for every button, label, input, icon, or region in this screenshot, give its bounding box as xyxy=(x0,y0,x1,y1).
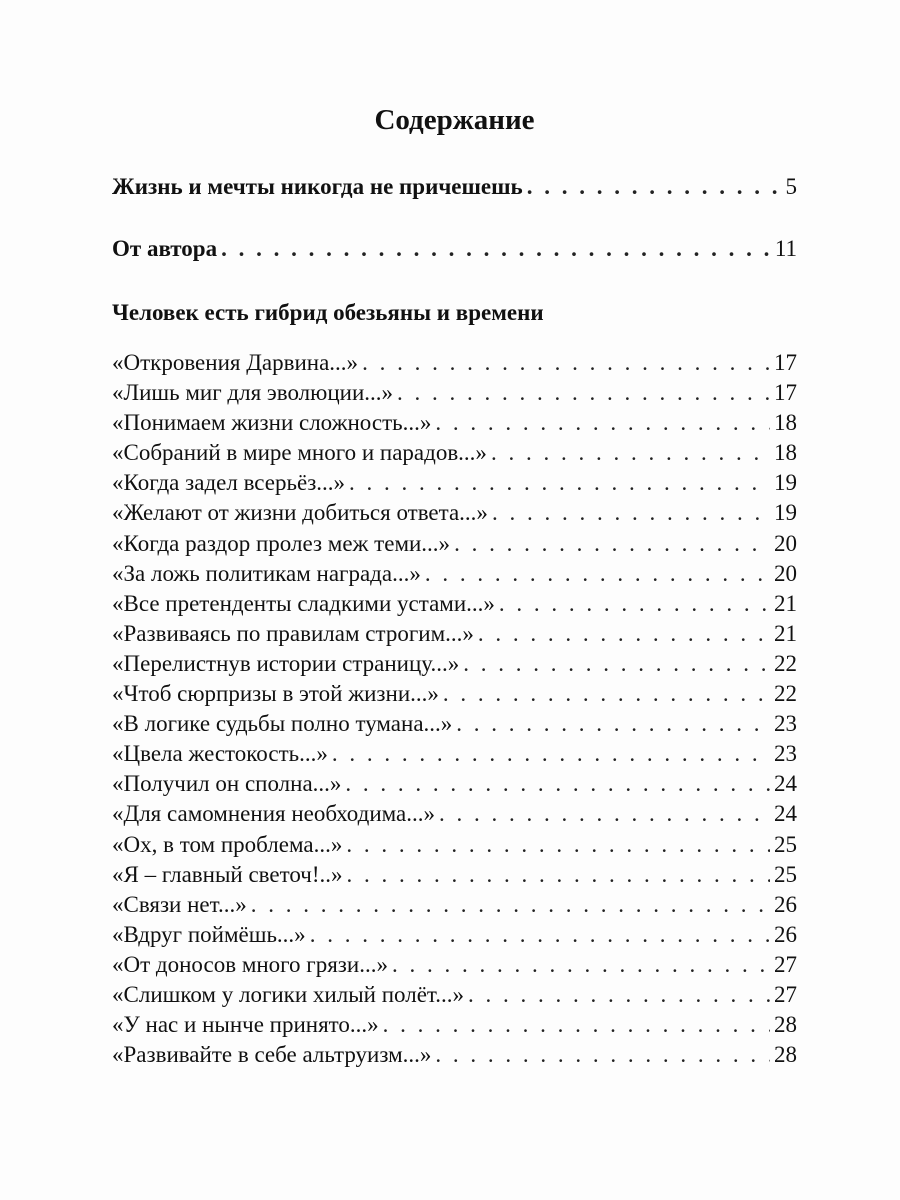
toc-entry-label: «Я – главный светоч!..» xyxy=(112,861,343,887)
toc-page-number: 20 xyxy=(774,560,797,586)
toc-entry xyxy=(112,529,797,559)
toc-entry-label: «Когда раздор пролез меж теми...» xyxy=(112,530,451,556)
toc-entry-label: «Цвела жестокость...» xyxy=(112,741,328,767)
section-title: Человек есть гибрид обезьяны и времени xyxy=(112,300,544,325)
toc-page-number: 28 xyxy=(774,1012,797,1038)
toc-page-number: 21 xyxy=(774,620,797,646)
toc-entry xyxy=(112,769,797,799)
toc-page-number: 5 xyxy=(785,174,797,199)
toc-entry xyxy=(112,619,797,649)
dot-leader xyxy=(435,1040,770,1070)
toc-page-number: 18 xyxy=(774,440,797,466)
toc-entry-label: «Когда задел всерьёз...» xyxy=(112,470,346,496)
toc-entry xyxy=(112,679,797,709)
toc-entry-label: «У нас и нынче принято...» xyxy=(112,1012,379,1038)
toc-page-number: 23 xyxy=(774,711,797,737)
dot-leader xyxy=(435,408,770,438)
dot-leader xyxy=(221,236,771,262)
toc-entry-label: «Развивайте в себе альтруизм...» xyxy=(112,1042,432,1068)
toc-entry xyxy=(112,920,797,950)
toc-entry-label: «Получил он сполна...» xyxy=(112,771,342,797)
dot-leader xyxy=(478,619,770,649)
toc-page-number: 27 xyxy=(774,951,797,977)
toc-entry xyxy=(112,1010,797,1040)
dot-leader xyxy=(349,468,770,498)
toc-entry-label: «Собраний в мире много и парадов...» xyxy=(112,440,487,466)
toc-entry xyxy=(112,589,797,619)
toc-entry-label: «Слишком у логики хилый полёт...» xyxy=(112,981,464,1007)
dot-leader xyxy=(332,739,770,769)
dot-leader xyxy=(439,799,770,829)
toc-entry xyxy=(112,1040,797,1070)
toc-page-number: 23 xyxy=(774,741,797,767)
dot-leader xyxy=(362,348,770,378)
toc-entry xyxy=(112,860,797,890)
toc-entry-intro xyxy=(112,174,797,200)
dot-leader xyxy=(499,589,770,619)
toc-entry-list xyxy=(112,348,797,1070)
toc-entry-label: «Связи нет...» xyxy=(112,891,247,917)
toc-entry xyxy=(112,739,797,769)
dot-leader xyxy=(425,559,770,589)
toc-page xyxy=(112,0,797,1200)
toc-entry-label: «Для самомнения необходима...» xyxy=(112,801,435,827)
toc-entry xyxy=(112,348,797,378)
toc-entry xyxy=(112,890,797,920)
toc-page-number: 28 xyxy=(774,1042,797,1068)
toc-page-number: 24 xyxy=(774,801,797,827)
toc-entry-label: «Понимаем жизни сложность...» xyxy=(112,410,432,436)
toc-entry-label: «От доносов много грязи...» xyxy=(112,951,388,977)
dot-leader xyxy=(491,438,770,468)
toc-page-number: 20 xyxy=(774,530,797,556)
toc-entry-label: «За ложь политикам награда...» xyxy=(112,560,421,586)
dot-leader xyxy=(527,174,782,200)
toc-entry xyxy=(112,559,797,589)
toc-entry xyxy=(112,950,797,980)
dot-leader xyxy=(251,890,770,920)
toc-entry-label: «Чтоб сюрпризы в этой жизни...» xyxy=(112,681,439,707)
toc-entry-label: «Ох, в том проблема...» xyxy=(112,831,343,857)
toc-page-number: 22 xyxy=(774,650,797,676)
toc-page-number: 18 xyxy=(774,410,797,436)
toc-entry xyxy=(112,498,797,528)
toc-entry xyxy=(112,649,797,679)
dot-leader xyxy=(383,1010,770,1040)
toc-entry-label: «В логике судьбы полно тумана...» xyxy=(112,711,453,737)
dot-leader xyxy=(463,649,770,679)
toc-entry-label: «Перелистнув истории страницу...» xyxy=(112,650,460,676)
toc-page-number: 19 xyxy=(774,470,797,496)
toc-entry-label: «Вдруг поймёшь...» xyxy=(112,921,306,947)
toc-page-number: 21 xyxy=(774,590,797,616)
toc-page-number: 25 xyxy=(774,861,797,887)
toc-entry-label: «Желают от жизни добиться ответа...» xyxy=(112,500,488,526)
toc-page-number: 27 xyxy=(774,981,797,1007)
dot-leader xyxy=(392,950,770,980)
dot-leader xyxy=(347,860,771,890)
toc-entry-author xyxy=(112,236,797,262)
toc-entry xyxy=(112,799,797,829)
page-title: Содержание xyxy=(374,104,535,136)
toc-entry xyxy=(112,408,797,438)
dot-leader xyxy=(443,679,770,709)
toc-entry-label: «Все претенденты сладкими устами...» xyxy=(112,590,495,616)
dot-leader xyxy=(456,709,770,739)
toc-page-number: 26 xyxy=(774,921,797,947)
dot-leader xyxy=(468,980,770,1010)
toc-entry-label: «Развиваясь по правилам строгим...» xyxy=(112,620,474,646)
toc-entry xyxy=(112,980,797,1010)
toc-page-number: 17 xyxy=(774,350,797,375)
dot-leader xyxy=(346,830,770,860)
dot-leader xyxy=(310,920,770,950)
toc-entry xyxy=(112,709,797,739)
toc-page-number: 24 xyxy=(774,771,797,797)
toc-entry xyxy=(112,830,797,860)
dot-leader xyxy=(345,769,770,799)
toc-page-number: 25 xyxy=(774,831,797,857)
toc-entry xyxy=(112,468,797,498)
toc-entry xyxy=(112,378,797,408)
dot-leader xyxy=(397,378,770,408)
toc-page-number: 17 xyxy=(774,380,797,406)
toc-page-number: 26 xyxy=(774,891,797,917)
dot-leader xyxy=(454,529,770,559)
toc-entry-label: От автора xyxy=(112,236,218,261)
toc-entry-label: Жизнь и мечты никогда не причешешь xyxy=(112,174,523,199)
toc-entry xyxy=(112,438,797,468)
toc-page-number: 19 xyxy=(774,500,797,526)
dot-leader xyxy=(492,498,770,528)
toc-page-number: 11 xyxy=(774,236,797,261)
toc-page-number: 22 xyxy=(774,681,797,707)
toc-entry-label: «Откровения Дарвина...» xyxy=(112,350,359,375)
toc-entry-label: «Лишь миг для эволюции...» xyxy=(112,380,394,406)
